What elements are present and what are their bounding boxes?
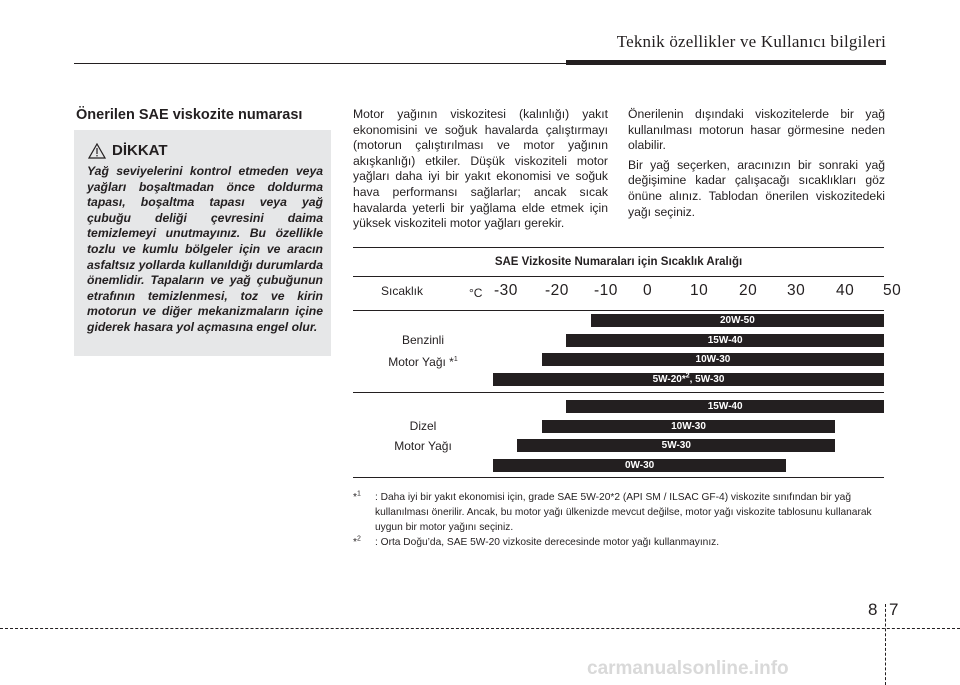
footnote-1: *$^1$ : Daha iyi bir yakıt ekonomisi için, grade SAE 5W-20*2 (API SM / ILSAC GF-4) viskozite sınıfından bir yağ kullanılması önerilir. Ancak, bu motor yağı ülkenizde mevcut değilse, motor yağı viskozite tablosunu kullanarak uygun bir motor yağını seçiniz. — [353, 490, 872, 533]
footnotes — [353, 490, 886, 550]
table-divider — [353, 276, 884, 277]
diesel-label-line2: Motor Yağı — [394, 439, 452, 453]
scale-tick-label: -30 — [494, 282, 518, 299]
page-number: 7 — [889, 600, 899, 619]
table-divider — [353, 310, 884, 311]
table-divider — [353, 392, 884, 393]
watermark: carmanualsonline.info — [587, 658, 789, 679]
scale-tick-label: 40 — [836, 282, 855, 299]
footnote-2: *$^2$ : Orta Doğu’da, SAE 5W-20 vizkosite derecesinde motor yağı kullanmayınız. — [353, 535, 720, 548]
chapter-number: 8 — [868, 600, 878, 619]
temperature-label-text: Sıcaklık — [381, 284, 424, 298]
body-column-right — [628, 107, 885, 224]
warning-triangle-icon — [88, 143, 106, 159]
diesel-oil-label — [353, 416, 493, 456]
scale-tick-label: 0 — [643, 282, 653, 299]
scale-tick-label: 10 — [690, 282, 709, 299]
section-title: Önerilen SAE viskozite numarası — [76, 107, 303, 123]
table-title: SAE Vizkosite Numaraları için Sıcaklık Aralığı — [494, 256, 743, 268]
footer-rule — [0, 628, 960, 629]
temperature-unit: °C — [469, 286, 483, 300]
gasoline-label-line2: Motor Yağı *$^1$ — [388, 355, 458, 369]
scale-tick-label: 20 — [739, 282, 758, 299]
caution-box — [74, 130, 331, 356]
oil-grade-bar: 15W-40 — [566, 400, 884, 413]
diesel-label-line1: Dizel — [409, 419, 437, 433]
page-divider — [885, 604, 886, 685]
temperature-scale — [493, 282, 902, 302]
body-paragraph-damage: Önerilenin dışındaki viskozitelerde bir yağ kullanılması motorun hasar görmesine neden olabilir. — [628, 107, 885, 153]
scale-tick-label: 30 — [787, 282, 806, 299]
oil-grade-bar: 20W-50 — [591, 314, 884, 327]
oil-grade-bar: 5W-30 — [517, 439, 835, 452]
gasoline-oil-label — [353, 330, 493, 372]
caution-title: DİKKAT — [112, 142, 168, 159]
running-header: Teknik özellikler ve Kullanıcı bilgileri — [616, 32, 886, 51]
caution-header — [88, 142, 168, 159]
caution-text: Yağ seviyelerini kontrol etmeden veya yağları boşaltmadan önce doldurma tapası, boşaltma tapası veya yağ çubuğu deliği çevresini daima temizlemeyi unutmayınız. Bu özellikle tozlu ve kumlu bölgeler için ve aracın asfaltsız yollarda kullanıldığı durumlarda önemlidir. Tapaların ve yağ çubuğunun etrafının temizlenmesi, toz ve kirin motorun ve diğer mekanizmaların içine giderek hasara yol açmasına engel olur. — [87, 164, 323, 334]
body-paragraph-viscosity: Motor yağının viskozitesi (kalınlığı) yakıt ekonomisini ve soğuk havalarda çalıştırmayı (motorun çalıştırılması ve motor yağının akışkanlığı) etkiler. Düşük viskoziteli motor yağları daha iyi bir yakıt ekonomisi ve soğuk hava performansı sağlarlar; ancak sıcak havalarda yeterli bir yağlama elde etmek için yüksek viskoziteli motor yağları gerekir. — [353, 107, 608, 231]
oil-grade-bar: 0W-30 — [493, 459, 786, 472]
scale-tick-label: -10 — [594, 282, 618, 299]
scale-tick-label: -20 — [545, 282, 569, 299]
oil-grade-bar: 5W-20*$^2$, 5W-30 — [493, 373, 884, 386]
viscosity-table — [353, 247, 902, 478]
header-rule-thick — [566, 60, 886, 65]
oil-grade-bar: 10W-30 — [542, 353, 884, 366]
oil-grade-bar: 10W-30 — [542, 420, 835, 433]
scale-tick-label: 50 — [883, 282, 902, 299]
gasoline-label-line1: Benzinli — [401, 333, 445, 347]
body-paragraph-selection: Bir yağ seçerken, aracınızın bir sonraki yağ değişimine kadar çalışacağı sıcaklıkları göz önüne alınız. Tablodan önerilen viskozitedeki yağı seçiniz. — [628, 157, 885, 219]
oil-grade-bar: 15W-40 — [566, 334, 884, 347]
